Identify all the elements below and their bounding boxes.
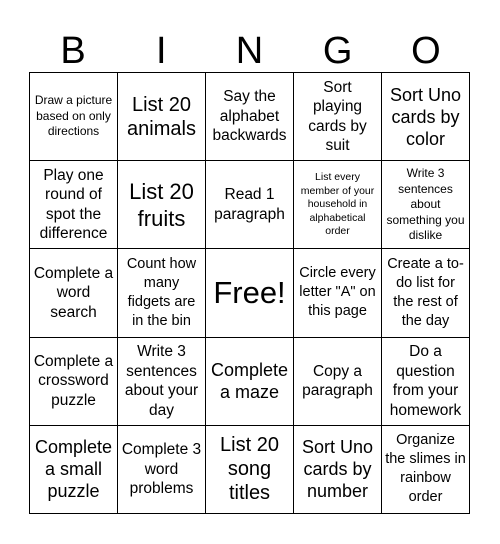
cell-text: Count how many fidgets are in the bin — [126, 255, 197, 329]
bingo-cell-r3c1[interactable] — [30, 249, 118, 337]
cell-text: Copy a paragraph — [302, 362, 373, 400]
bingo-cell-r1c2[interactable] — [118, 73, 206, 161]
bingo-cell-r1c1[interactable] — [30, 73, 118, 161]
cell-text: Circle every letter "A" on this page — [299, 265, 376, 320]
bingo-cell-r3c2[interactable] — [118, 249, 206, 337]
bingo-header — [29, 24, 470, 72]
bingo-cell-r3c5[interactable] — [382, 249, 470, 337]
bingo-cell-r5c1[interactable] — [30, 426, 118, 514]
cell-text: Complete a maze — [210, 360, 289, 403]
bingo-cell-r1c4[interactable] — [294, 73, 382, 161]
cell-text: List 20 animals — [127, 93, 196, 140]
bingo-cell-r5c2[interactable] — [118, 426, 206, 514]
cell-text: Organize the slimes in rainbow order — [385, 432, 466, 506]
cell-text: Say the alphabet backwards — [212, 88, 287, 145]
cell-text: Write 3 sentences about something you dislike — [386, 166, 465, 243]
bingo-cell-r4c5[interactable] — [382, 338, 470, 426]
free-space: Free! — [213, 274, 286, 310]
bingo-cell-r3c3[interactable] — [206, 249, 294, 337]
bingo-cell-r5c5[interactable] — [382, 426, 470, 514]
bingo-cell-r1c5[interactable] — [382, 73, 470, 161]
bingo-cell-r2c1[interactable] — [30, 161, 118, 249]
cell-text: Play one round of spot the difference — [39, 166, 108, 243]
cell-text: Complete 3 word problems — [121, 441, 202, 498]
cell-text: Write 3 sentences about your day — [124, 343, 199, 419]
cell-text: Sort playing cards by suit — [308, 78, 367, 155]
bingo-cell-r2c3[interactable] — [206, 161, 294, 249]
cell-text: Sort Uno cards by number — [301, 437, 374, 502]
cell-text: Sort Uno cards by color — [389, 84, 462, 149]
cell-text: Complete a crossword puzzle — [33, 352, 114, 409]
cell-text: Complete a word search — [33, 264, 114, 321]
bingo-cell-r2c4[interactable] — [294, 161, 382, 249]
bingo-cell-r5c3[interactable] — [206, 426, 294, 514]
header-letter-n: N — [235, 30, 264, 72]
cell-text: Complete a small puzzle — [34, 437, 113, 502]
header-letter-o: O — [411, 30, 441, 72]
bingo-cell-r2c5[interactable] — [382, 161, 470, 249]
cell-text: Read 1 paragraph — [214, 186, 285, 223]
cell-text: List 20 song titles — [220, 434, 279, 505]
bingo-cell-r5c4[interactable] — [294, 426, 382, 514]
cell-text: Create a to-do list for the rest of the day — [387, 255, 464, 329]
cell-text: Draw a picture based on only directions — [34, 93, 113, 139]
cell-text: List 20 fruits — [129, 178, 194, 231]
cell-text: List every member of your household in alphabetical order — [300, 171, 375, 238]
bingo-cell-r4c4[interactable] — [294, 338, 382, 426]
header-letter-g: G — [322, 30, 353, 72]
header-letter-b: B — [60, 30, 86, 72]
bingo-grid — [29, 72, 470, 514]
bingo-cell-r4c1[interactable] — [30, 338, 118, 426]
bingo-cell-r4c3[interactable] — [206, 338, 294, 426]
header-letter-i: I — [156, 30, 167, 72]
bingo-cell-r4c2[interactable] — [118, 338, 206, 426]
bingo-cell-r1c3[interactable] — [206, 73, 294, 161]
bingo-cell-r2c2[interactable] — [118, 161, 206, 249]
bingo-cell-r3c4[interactable] — [294, 249, 382, 337]
cell-text: Do a question from your homework — [389, 343, 462, 419]
